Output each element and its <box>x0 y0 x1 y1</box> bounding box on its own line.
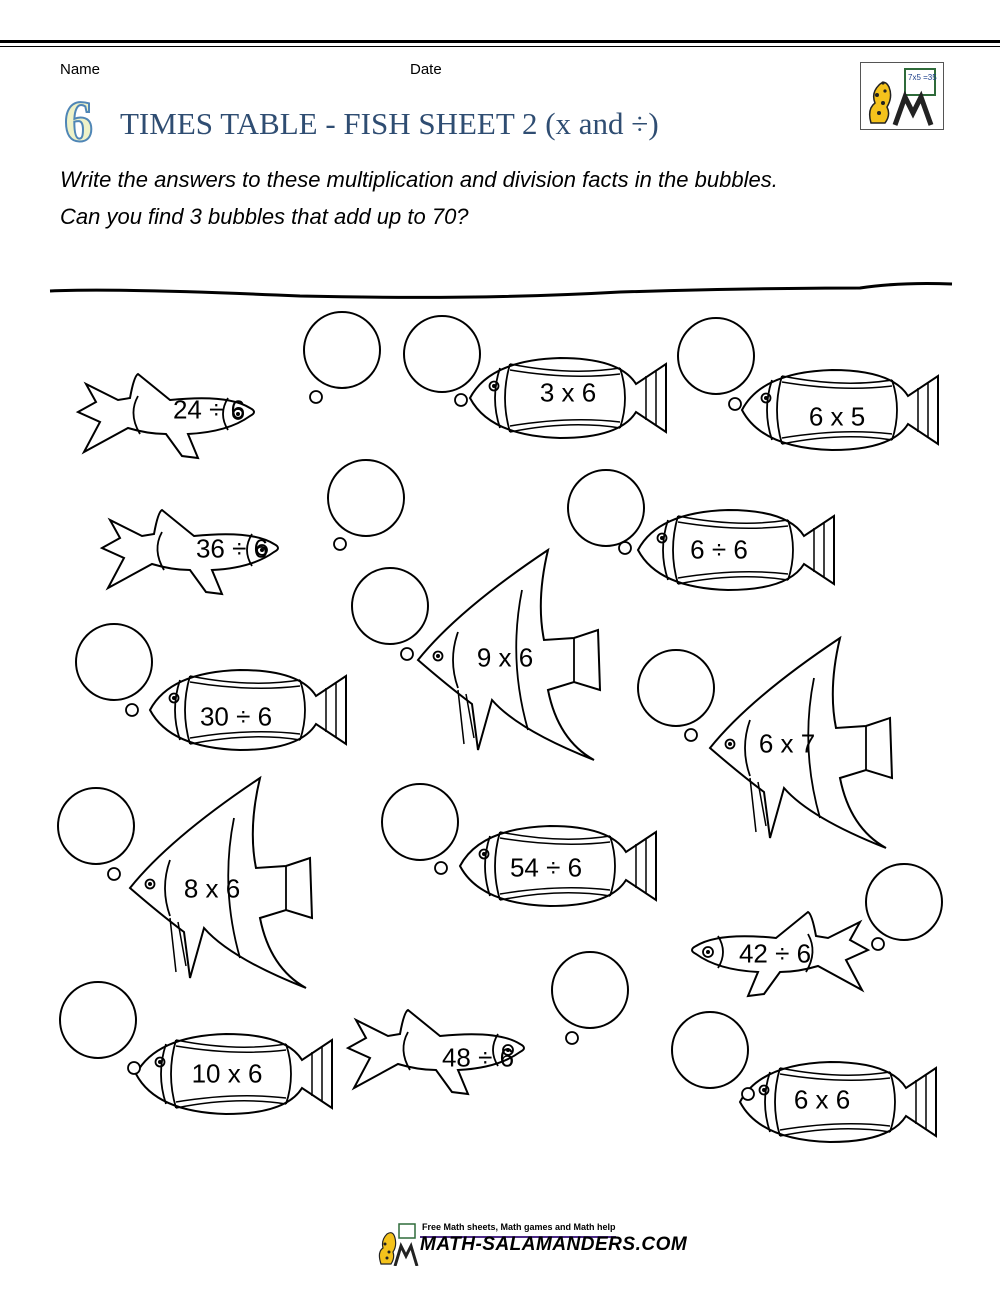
fact-label: 24 ÷ 6 <box>172 394 246 425</box>
date-label: Date <box>410 61 442 78</box>
fact-label: 3 x 6 <box>539 377 597 408</box>
fact-label: 48 ÷ 6 <box>441 1042 515 1073</box>
answer-bubble-icon[interactable] <box>382 784 458 860</box>
fact-label: 6 ÷ 6 <box>690 534 748 565</box>
fact-label: 30 ÷ 6 <box>199 701 273 732</box>
fact-label: 42 ÷ 6 <box>738 938 812 969</box>
answer-bubble-icon[interactable] <box>678 318 754 394</box>
answer-bubble-icon[interactable] <box>58 788 134 864</box>
answer-bubble-icon[interactable] <box>304 312 380 388</box>
fact-label: 9 x 6 <box>476 642 534 673</box>
fact-label: 8 x 6 <box>183 873 241 904</box>
answer-bubble-icon[interactable] <box>552 952 628 1028</box>
answer-bubble-icon[interactable] <box>568 470 644 546</box>
answer-bubble-icon[interactable] <box>672 1012 748 1088</box>
name-label: Name <box>60 61 101 78</box>
fact-label: 54 ÷ 6 <box>509 852 583 883</box>
fact-label: 6 x 5 <box>808 401 866 432</box>
fact-label: 6 x 6 <box>793 1084 851 1115</box>
answer-bubble-icon[interactable] <box>638 650 714 726</box>
answer-bubble-icon[interactable] <box>352 568 428 644</box>
answer-bubble-icon[interactable] <box>60 982 136 1058</box>
answer-bubble-icon[interactable] <box>866 864 942 940</box>
footer-tagline: Free Math sheets, Math games and Math help <box>422 1222 616 1232</box>
footer-site-link[interactable]: MATH-SALAMANDERS.COM <box>420 1234 688 1255</box>
logo-text: 7x5 =35 <box>908 73 937 82</box>
footer-salamander-logo-icon <box>375 1222 419 1271</box>
fact-label: 36 ÷ 6 <box>195 533 269 564</box>
page-title: TIMES TABLE - FISH SHEET 2 (x and ÷) <box>120 106 659 141</box>
sea-surface-line <box>50 284 952 298</box>
instruction-line-2: Can you find 3 bubbles that add up to 70? <box>60 204 469 229</box>
times-table-number: 6 <box>64 89 93 154</box>
fact-label: 10 x 6 <box>191 1058 263 1089</box>
answer-bubble-icon[interactable] <box>404 316 480 392</box>
answer-bubble-icon[interactable] <box>328 460 404 536</box>
answer-bubble-icon[interactable] <box>76 624 152 700</box>
instruction-line-1: Write the answers to these multiplication and division facts in the bubbles. <box>60 167 778 192</box>
fact-label: 6 x 7 <box>758 728 816 759</box>
